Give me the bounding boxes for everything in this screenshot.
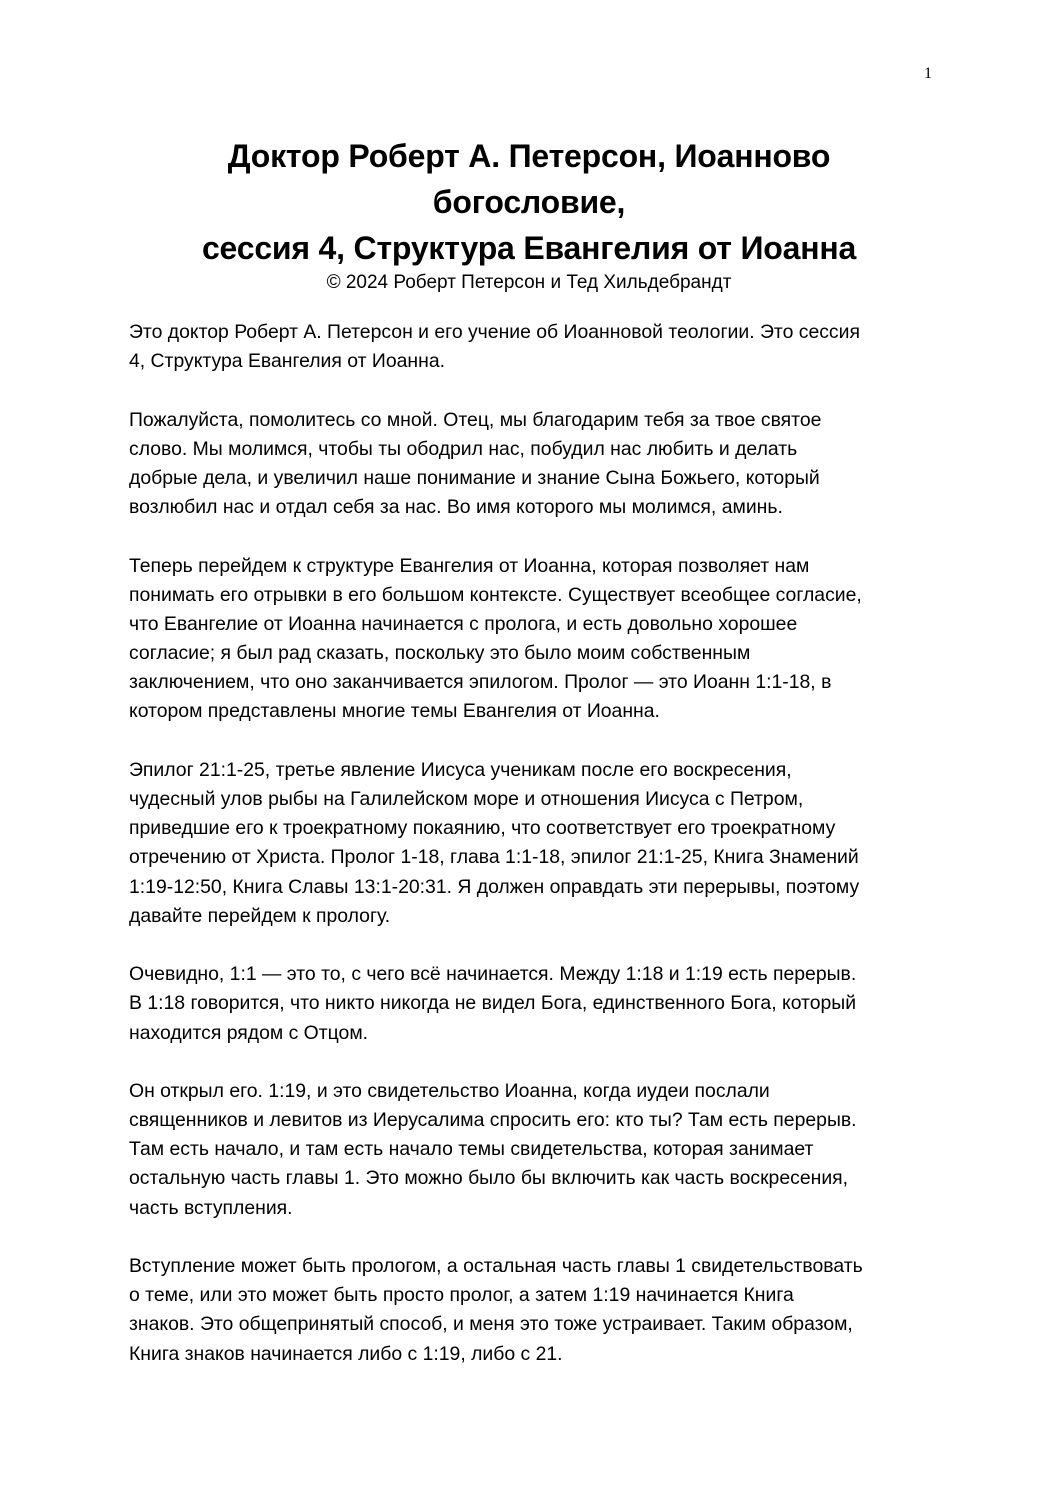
text-line: давайте перейдем к прологу. bbox=[129, 904, 391, 927]
body-text bbox=[129, 318, 944, 1398]
text-line: 1:19-12:50, Книга Славы 13:1-20:31. Я должен оправдать эти перерывы, поэтому bbox=[129, 875, 860, 898]
text-line: котором представлены многие темы Евангелия от Иоанна. bbox=[129, 700, 660, 723]
text-line: Очевидно, 1:1 — это то, с чего всё начинается. Между 1:18 и 1:19 есть перерыв. bbox=[129, 963, 857, 986]
text-line: 4, Структура Евангелия от Иоанна. bbox=[129, 350, 445, 373]
text-line: заключением, что оно заканчивается эпилогом. Пролог — это Иоанн 1:1-18, в bbox=[129, 671, 832, 694]
paragraph-intro bbox=[129, 318, 944, 376]
text-line: Это доктор Роберт А. Петерсон и его учение об Иоанновой теологии. Это сессия bbox=[129, 321, 860, 343]
text-line: чудесный улов рыбы на Галилейском море и отношения Иисуса с Петром, bbox=[129, 788, 804, 810]
text-line: приведшие его к троекратному покаянию, что соответствует его троекратному bbox=[129, 817, 836, 840]
text-line: слово. Мы молимся, чтобы ты ободрил нас, побудил нас любить и делать bbox=[129, 437, 798, 460]
document-title-line-1: Доктор Роберт А. Петерсон, Иоанново bbox=[227, 138, 831, 174]
title-block bbox=[140, 133, 918, 295]
text-line: знаков. Это общепринятый способ, и меня это тоже устраивает. Таким образом, bbox=[129, 1313, 853, 1336]
text-line: Книга знаков начинается либо с 1:19, либо с 21. bbox=[129, 1342, 563, 1365]
text-line: Там есть начало, и там есть начало темы свидетельства, которая занимает bbox=[129, 1138, 814, 1161]
text-line: согласие; я был рад сказать, поскольку это было моим собственным bbox=[129, 642, 751, 665]
text-line: о теме, или это может быть просто пролог, а затем 1:19 начинается Книга bbox=[129, 1284, 794, 1307]
copyright-notice: © 2024 Роберт Петерсон и Тед Хильдебрандт bbox=[326, 272, 732, 293]
paragraph-prayer bbox=[129, 406, 944, 523]
paragraph-epilogue bbox=[129, 756, 944, 931]
text-line: отречению от Христа. Пролог 1-18, глава 1:1-18, эпилог 21:1-25, Книга Знамений bbox=[129, 846, 859, 869]
paragraph-prologue-break bbox=[129, 960, 944, 1048]
text-line: В 1:18 говорится, что никто никогда не видел Бога, единственного Бога, который bbox=[129, 992, 857, 1015]
paragraph-testimony bbox=[129, 1077, 944, 1223]
text-line: что Евангелие от Иоанна начинается с пролога, и есть довольно хорошее bbox=[129, 612, 798, 635]
document-title-line-3: сессия 4, Структура Евангелия от Иоанна bbox=[201, 230, 857, 266]
text-line: Пожалуйста, помолитесь со мной. Отец, мы благодарим тебя за твое святое bbox=[129, 408, 822, 431]
text-line: добрые дела, и увеличил наше понимание и знание Сына Божьего, который bbox=[129, 466, 820, 489]
text-line: остальную часть главы 1. Это можно было бы включить как часть воскресения, bbox=[129, 1167, 849, 1190]
text-line: священников и левитов из Иерусалима спросить его: кто ты? Там есть перерыв. bbox=[129, 1109, 857, 1132]
text-line: возлюбил нас и отдал себя за нас. Во имя которого мы молимся, аминь. bbox=[129, 496, 783, 519]
paragraph-structure bbox=[129, 552, 944, 727]
text-line: Он открыл его. 1:19, и это свидетельство Иоанна, когда иудеи послали bbox=[129, 1079, 770, 1102]
document-title-line-2: богословие, bbox=[432, 184, 626, 220]
text-line: Эпилог 21:1-25, третье явление Иисуса ученикам после его воскресения, bbox=[129, 758, 792, 781]
text-line: понимать его отрывки в его большом контексте. Существует всеобщее согласие, bbox=[129, 583, 862, 606]
paragraph-book-of-signs bbox=[129, 1252, 944, 1369]
text-line: Вступление может быть прологом, а остальная часть главы 1 свидетельствовать bbox=[129, 1255, 863, 1277]
text-line: находится рядом с Отцом. bbox=[129, 1021, 369, 1044]
text-line: часть вступления. bbox=[129, 1196, 293, 1219]
page-number: 1 bbox=[924, 65, 932, 82]
text-line: Теперь перейдем к структуре Евангелия от Иоанна, которая позволяет нам bbox=[129, 554, 810, 577]
